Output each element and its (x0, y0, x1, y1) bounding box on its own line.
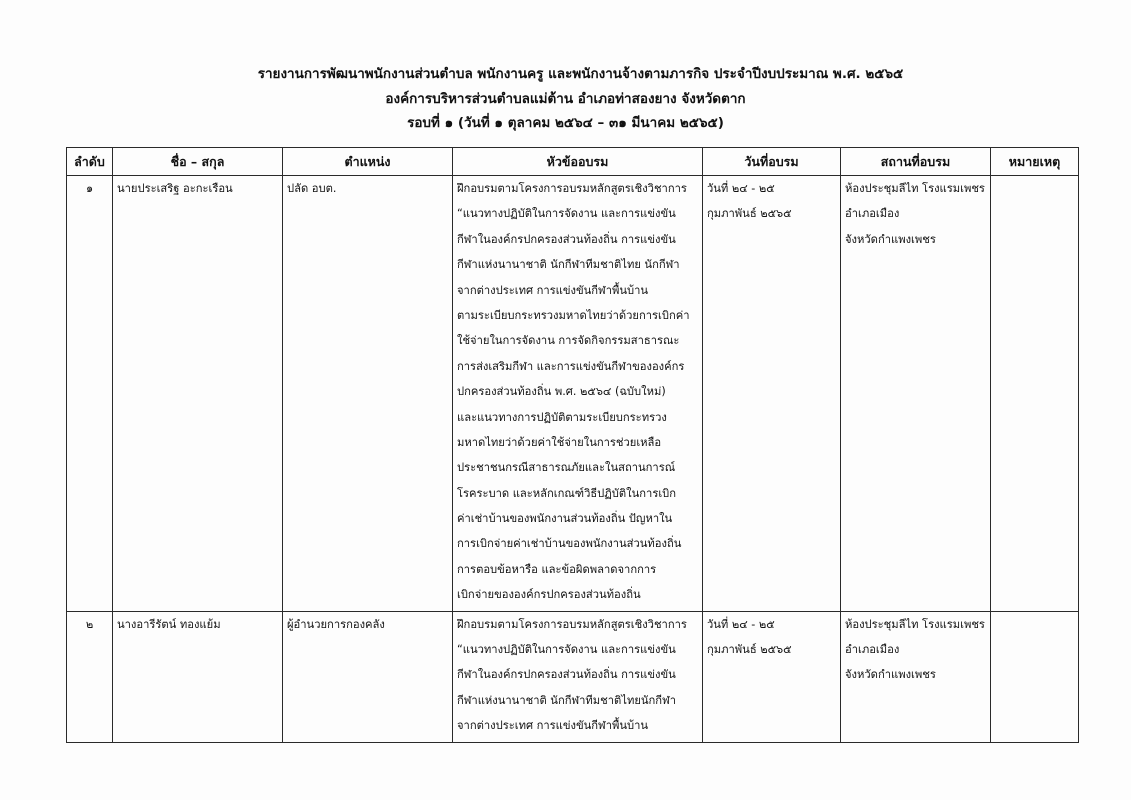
topic-line: ฝึกอบรมตามโครงการอบรมหลักสูตรเชิงวิชาการ (457, 182, 687, 195)
person-position: ผู้อำนวยการกองคลัง (287, 617, 385, 631)
table-row (67, 611, 1079, 742)
topic-line: กีฬาแห่งนานาชาติ นักกีฬาทีมชาติไทยนักกีฬา (457, 693, 677, 707)
topic-line: การเบิกจ่ายค่าเช่าบ้านของพนักงานส่วนท้องถิ่น (457, 537, 682, 551)
cell-no (67, 176, 113, 612)
header-place: สถานที่อบรม (841, 148, 991, 176)
date-line: กุมภาพันธ์ ๒๕๖๕ (707, 207, 792, 221)
topic-line: ฝึกอบรมตามโครงการอบรมหลักสูตรเชิงวิชาการ (457, 617, 687, 631)
cell-name (113, 176, 283, 612)
topic-line: ใช้จ่ายในการจัดงาน การจัดกิจกรรมสาธารณะ (457, 334, 680, 348)
header-no: ลำดับ (67, 148, 113, 176)
period-title: รอบที่ ๑ (วันที่ ๑ ตุลาคม ๒๕๖๔ – ๓๑ มีนาคม ๒๕๖๕) (407, 115, 724, 131)
row-number: ๒ (85, 617, 94, 631)
person-position: ปลัด อบต. (287, 182, 337, 195)
date-line: วันที่ ๒๔ - ๒๕ (707, 617, 775, 631)
header-position: ตำแหน่ง (283, 148, 453, 176)
row-number: ๑ (85, 182, 94, 195)
place-line: จังหวัดกำแพงเพชร (845, 232, 936, 246)
header-note: หมายเหตุ (991, 148, 1079, 176)
topic-line: มหาดไทยว่าด้วยค่าใช้จ่ายในการช่วยเหลือ (457, 435, 662, 449)
place-line: ห้องประชุมลีไท โรงแรมเพชร (845, 182, 985, 195)
training-report-table (66, 147, 1079, 743)
report-title: รายงานการพัฒนาพนักงานส่วนตำบล พนักงานครู และพนักงานจ้างตามภารกิจ ประจำปีงบประมาณ พ.ศ. ๒๕๖๕ (257, 66, 904, 82)
cell-place (841, 176, 991, 612)
topic-line: เบิกจ่ายขององค์กรปกครองส่วนท้องถิ่น (457, 588, 641, 602)
topic-line: “แนวทางปฏิบัติในการจัดงาน และการแข่งขัน (457, 643, 676, 657)
topic-line: จากต่างประเทศ การแข่งขันกีฬาพื้นบ้าน (457, 719, 649, 733)
table-header-row (67, 148, 1079, 176)
date-line: กุมภาพันธ์ ๒๕๖๕ (707, 643, 792, 657)
organization-title: องค์การบริหารส่วนตำบลแม่ต้าน อำเภอท่าสองยาง จังหวัดตาก (385, 90, 746, 107)
cell-place (841, 611, 991, 742)
cell-name (113, 611, 283, 742)
place-line: อำเภอเมือง (845, 643, 900, 657)
cell-note (991, 611, 1079, 742)
topic-line: โรคระบาด และหลักเกณฑ์วิธีปฏิบัติในการเบิก (457, 486, 677, 500)
topic-line: “แนวทางปฏิบัติในการจัดงาน และการแข่งขัน (457, 207, 676, 221)
place-line: ห้องประชุมลีไท โรงแรมเพชร (845, 617, 985, 631)
topic-line: การตอบข้อหารือ และข้อผิดพลาดจากการ (457, 562, 657, 576)
topic-line: และแนวทางการปฏิบัติตามระเบียบกระทรวง (457, 410, 667, 424)
person-name: นายประเสริฐ อะกะเรือน (117, 182, 233, 195)
cell-date (703, 176, 841, 612)
topic-line: กีฬาในองค์กรปกครองส่วนท้องถิ่น การแข่งขัน (457, 232, 676, 246)
topic-line: ค่าเช่าบ้านของพนักงานส่วนท้องถิ่น ปัญหาใน (457, 512, 673, 526)
cell-date (703, 611, 841, 742)
cell-position (283, 611, 453, 742)
header-date: วันที่อบรม (703, 148, 841, 176)
topic-line: กีฬาแห่งนานาชาติ นักกีฬาทีมชาติไทย นักกีฬา (457, 258, 680, 272)
note-text (995, 179, 1074, 204)
header-topic: หัวข้ออบรม (453, 148, 703, 176)
table-row (67, 176, 1079, 612)
cell-note (991, 176, 1079, 612)
person-name: นางอารีรัตน์ ทองแย้ม (117, 617, 221, 631)
place-line: อำเภอเมือง (845, 207, 900, 221)
topic-line: ตามระเบียบกระทรวงมหาดไทยว่าด้วยการเบิกค่า (457, 308, 690, 322)
cell-position (283, 176, 453, 612)
cell-no (67, 611, 113, 742)
cell-topic (453, 611, 703, 742)
report-title-block (0, 62, 1131, 136)
place-line: จังหวัดกำแพงเพชร (845, 668, 936, 682)
note-text (995, 615, 1074, 640)
topic-line: ปกครองส่วนท้องถิ่น พ.ศ. ๒๕๖๔ (ฉบับใหม่) (457, 385, 666, 399)
date-line: วันที่ ๒๔ - ๒๕ (707, 182, 775, 195)
topic-line: กีฬาในองค์กรปกครองส่วนท้องถิ่น การแข่งขัน (457, 668, 676, 682)
topic-line: ประชาชนกรณีสาธารณภัยและในสถานการณ์ (457, 461, 676, 475)
topic-line: การส่งเสริมกีฬา และการแข่งขันกีฬาขององค์กร (457, 359, 685, 373)
header-name: ชื่อ – สกุล (113, 148, 283, 176)
cell-topic (453, 176, 703, 612)
topic-line: จากต่างประเทศ การแข่งขันกีฬาพื้นบ้าน (457, 283, 649, 297)
